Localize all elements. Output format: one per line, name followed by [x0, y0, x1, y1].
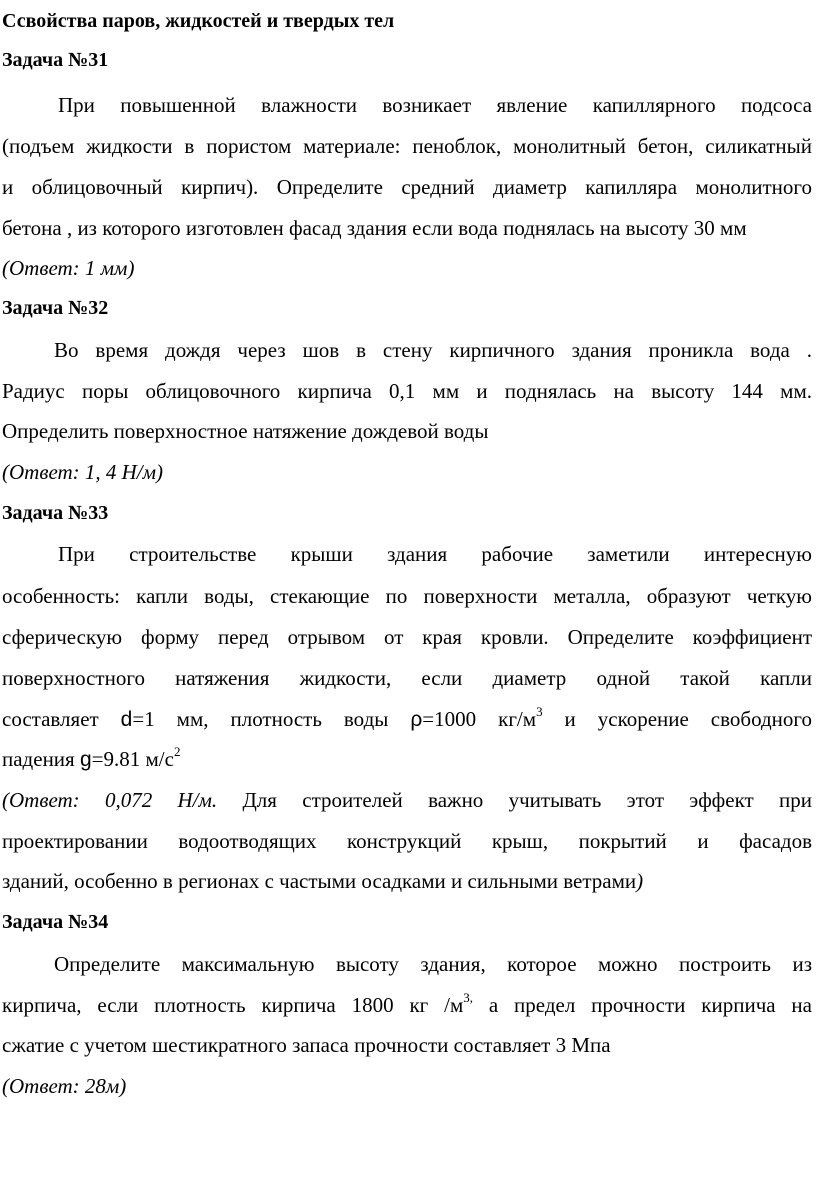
- task-34-line-2: [2, 992, 812, 1018]
- task-33-line-6: [2, 746, 812, 773]
- symbol-g: g: [79, 748, 92, 771]
- task-33-answer: (Ответ: 0,072 Н/м.: [2, 788, 218, 812]
- superscript-3-comma: 3,: [463, 990, 474, 1005]
- document-title: Ссвойства паров, жидкостей и твердых тел: [2, 10, 395, 32]
- task-31-line-1: При повышенной влажности возникает явление капиллярного подсоса: [58, 93, 812, 117]
- task-34-heading: Задача №34: [2, 911, 109, 933]
- task-34-answer: (Ответ: 28м): [2, 1074, 127, 1098]
- task-34-line-2-text-b: а предел прочности кирпича на: [473, 993, 812, 1017]
- task-33-line-5-text-b: =1 мм, плотность воды: [132, 707, 411, 731]
- task-31-heading: Задача №31: [2, 49, 109, 71]
- task-33-line-5-text-d: и ускорение свободного: [542, 707, 812, 731]
- task-33-line-3: сферическую форму перед отрывом от края кровли. Определите коэффициент: [2, 625, 812, 649]
- task-32-answer: (Ответ: 1, 4 Н/м): [2, 460, 164, 484]
- task-34-line-2-text-a: кирпича, если плотность кирпича 1800 кг /м: [2, 993, 464, 1017]
- task-33-line-6-text-b: =9.81 м/с: [91, 747, 174, 771]
- task-33-heading: Задача №33: [2, 502, 109, 524]
- task-33-line-5-text-a: составляет: [2, 707, 121, 731]
- task-33-line-2: особенность: капли воды, стекающие по поверхности металла, образуют четкую: [2, 584, 812, 608]
- task-31-answer: (Ответ: 1 мм): [2, 256, 135, 280]
- task-33-answer-line-1: [2, 787, 812, 813]
- task-32-heading: Задача №32: [2, 297, 109, 319]
- task-32-line-2: Радиус поры облицовочного кирпича 0,1 мм и поднялась на высоту 144 мм.: [2, 379, 812, 403]
- symbol-rho: ρ: [410, 708, 423, 731]
- task-33-line-4: поверхностного натяжения жидкости, если диаметр одной такой капли: [2, 666, 812, 690]
- task-33-answer-note-3: зданий, особенно в регионах с частыми осадками и сильными ветрами: [2, 869, 637, 893]
- task-34-line-1: Определите максимальную высоту здания, которое можно построить из: [54, 952, 812, 976]
- task-34-line-3: сжатие с учетом шестикратного запаса прочности составляет 3 Мпа: [2, 1033, 611, 1057]
- task-31-line-4: бетона , из которого изготовлен фасад здания если вода поднялась на высоту 30 мм: [2, 216, 747, 240]
- task-33-answer-close: ): [636, 869, 644, 893]
- task-33-line-5: [2, 706, 812, 733]
- task-33-answer-note-1: Для строителей важно учитывать этот эффект при: [217, 788, 812, 812]
- symbol-d: d: [120, 708, 133, 731]
- task-31-line-2: (подъем жидкости в пористом материале: пеноблок, монолитный бетон, силикатный: [2, 134, 812, 158]
- task-32-line-1: Во время дождя через шов в стену кирпичного здания проникла вода .: [54, 338, 812, 362]
- task-33-line-6-text-a: падения: [2, 747, 80, 771]
- task-31-line-3: и облицовочный кирпич). Определите средний диаметр капилляра монолитного: [2, 175, 812, 199]
- task-33-line-5-text-c: =1000 кг/м: [422, 707, 537, 731]
- task-33-answer-line-3: [2, 868, 812, 894]
- superscript-2: 2: [173, 744, 181, 759]
- task-33-answer-line-2: проектировании водоотводящих конструкций крыш, покрытий и фасадов: [2, 829, 812, 853]
- task-33-line-1: При строительстве крыши здания рабочие заметили интересную: [58, 542, 812, 566]
- superscript-3: 3: [536, 704, 543, 719]
- task-32-line-3: Определить поверхностное натяжение дождевой воды: [2, 419, 489, 443]
